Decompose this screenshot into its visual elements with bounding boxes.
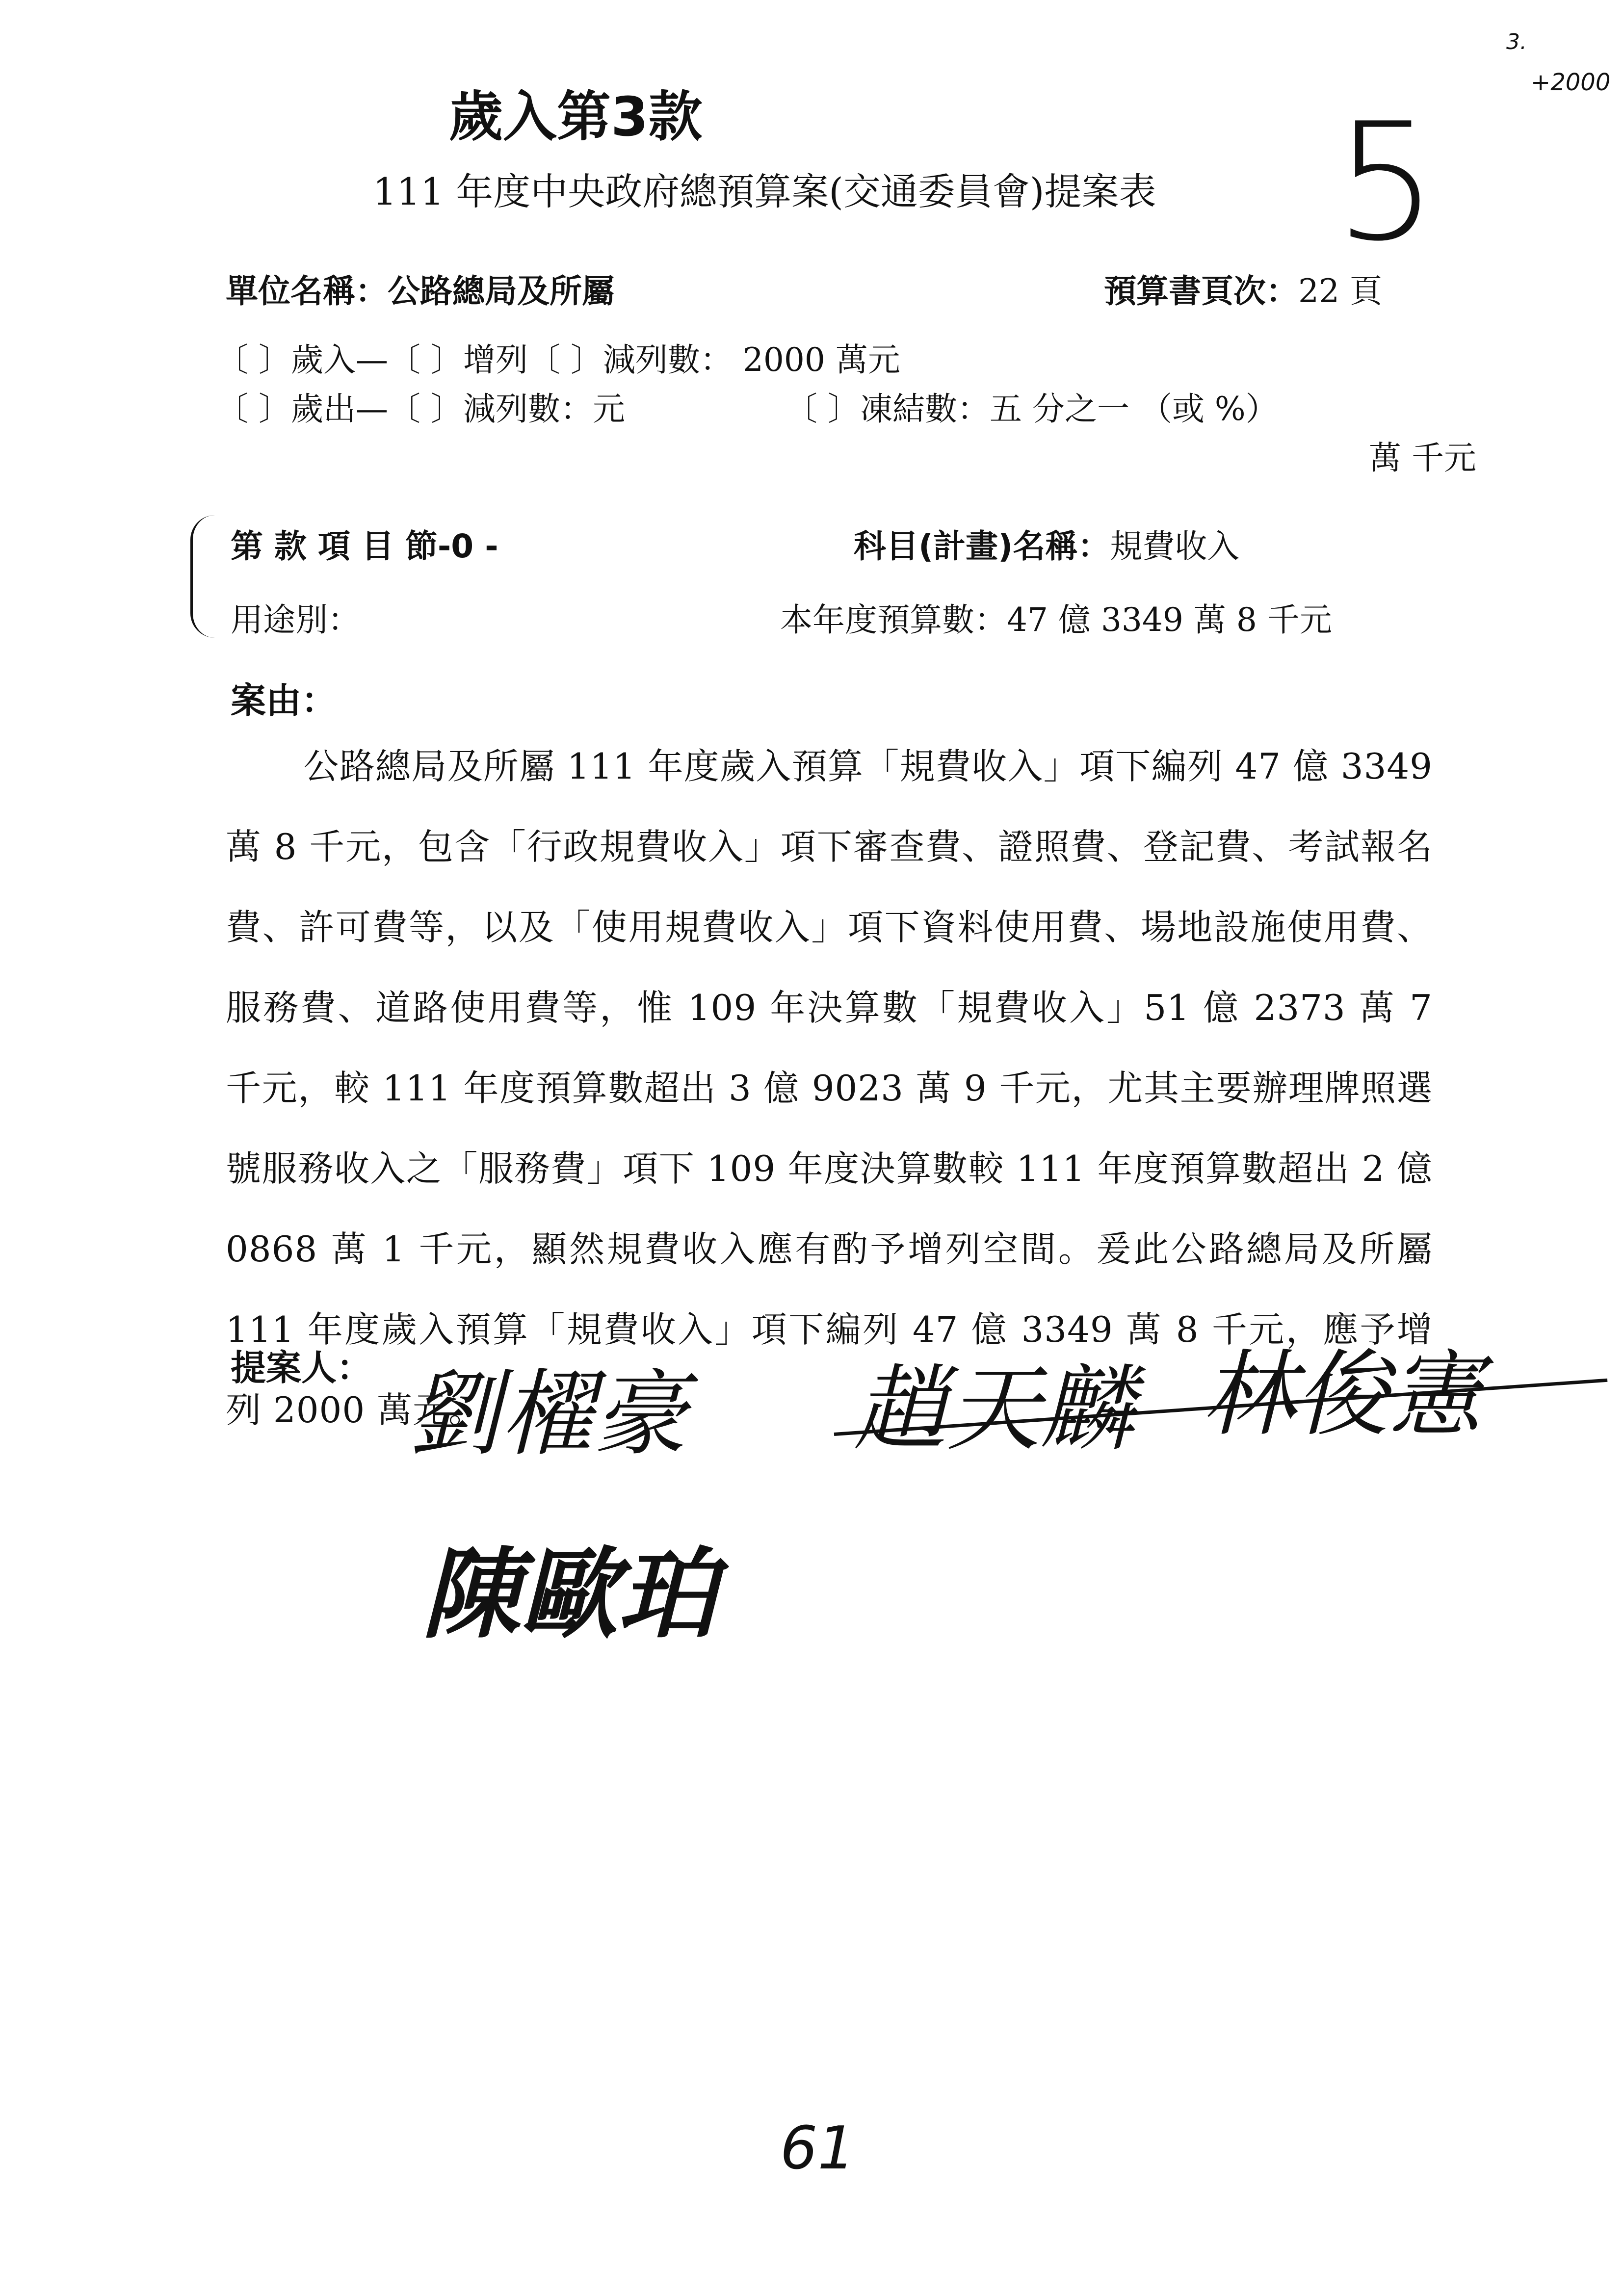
- current-budget-value: 47 億 3349 萬 8 千元: [1007, 601, 1332, 639]
- section-heading: 歲入第3款: [449, 85, 703, 148]
- subject-value: 規費收入: [1110, 527, 1240, 565]
- current-budget-row: [780, 594, 1332, 640]
- signature-3: 林俊憲: [1202, 1340, 1482, 1449]
- unit-name-label: 單位名稱：: [226, 272, 388, 310]
- purpose-label: 用途別：: [231, 601, 360, 639]
- proposer-label: 提案人：: [231, 1347, 372, 1388]
- unit-name-row: [226, 265, 614, 312]
- corner-note: 3.: [1506, 29, 1527, 54]
- expense-option-row: 〔 〕歲出—〔 〕減列數：元: [216, 390, 625, 428]
- revenue-option-row: 〔 〕歲入—〔 〕增列〔 〕減列數： 2000 萬元: [216, 341, 900, 379]
- reason-label: 案由：: [231, 680, 337, 721]
- signature-1: 劉櫂豪: [407, 1360, 687, 1468]
- budget-page-value: 22 頁: [1298, 272, 1382, 310]
- item-hierarchy-row: 第 款 項 目 節-0 -: [231, 527, 498, 565]
- reason-body: 公路總局及所屬 111 年度歲入預算「規費收入」項下編列 47 億 3349 萬 8 千元，包含「行政規費收入」項下審查費、證照費、登記費、考試報名費、許可費等，以及「使用規費收入」項下資料使用費、場地設施使用費、服務費、道路使用費等，惟 109 年決算數「規費收入」51 億 2373 萬 7 千元，較 111 年度預算數超出 3 億 9023 萬 9 千元，尤其主要辦理牌照選號服務收入之「服務費」項下 109 年度決算數較 111 年度預算數超出 2 億 0868 萬 1 千元，顯然規費收入應有酌予增列空間。爰此公路總局及所屬 111 年度歲入預算「規費收入」項下編列 47 億 3349 萬 8 千元，應予增列 2000 萬元。: [226, 746, 1433, 1431]
- budget-page-label: 預算書頁次：: [1104, 272, 1298, 310]
- corner-note-amount: +2000: [1531, 69, 1611, 96]
- unit-name-value: 公路總局及所屬: [388, 272, 614, 310]
- item-bracket: [190, 515, 217, 638]
- subject-row: [854, 520, 1239, 567]
- handwritten-page-number: 5: [1335, 88, 1438, 277]
- budget-page-row: [1104, 265, 1382, 312]
- document-title: 111 年度中央政府總預算案(交通委員會)提案表: [373, 170, 1156, 213]
- amount-unit-suffix: 萬 千元: [1369, 439, 1476, 477]
- signature-2: 趙天麟: [854, 1355, 1134, 1463]
- current-budget-label: 本年度預算數：: [780, 601, 1007, 639]
- footer-page-number: 61: [780, 2114, 855, 2183]
- signature-4: 陳歐珀: [422, 1538, 717, 1652]
- subject-label: 科目(計畫)名稱：: [854, 527, 1110, 565]
- freeze-option-row: 〔 〕凍結數：五 分之一 （或 %）: [785, 390, 1278, 428]
